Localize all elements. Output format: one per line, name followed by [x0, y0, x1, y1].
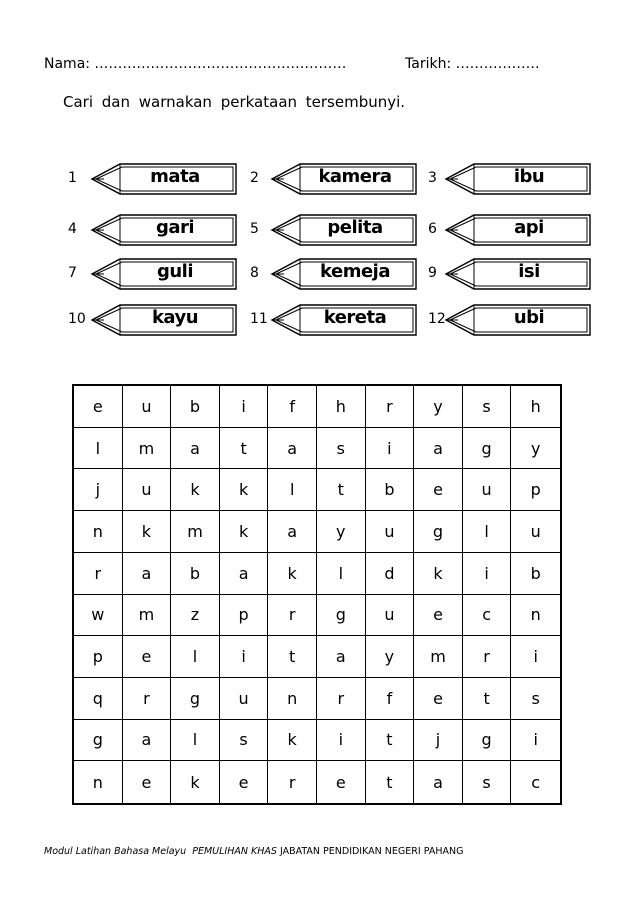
- grid-cell[interactable]: k: [268, 553, 317, 595]
- word-pencil-tag: [270, 162, 420, 196]
- grid-cell[interactable]: d: [366, 553, 415, 595]
- grid-cell[interactable]: i: [220, 636, 269, 678]
- grid-cell[interactable]: s: [317, 428, 366, 470]
- grid-cell[interactable]: k: [171, 469, 220, 511]
- grid-cell[interactable]: f: [366, 678, 415, 720]
- grid-cell[interactable]: l: [268, 469, 317, 511]
- grid-cell[interactable]: b: [171, 386, 220, 428]
- grid-cell[interactable]: s: [463, 761, 512, 803]
- word-number: 6: [428, 221, 437, 237]
- hidden-word-label: guli: [156, 261, 194, 282]
- grid-cell[interactable]: t: [366, 720, 415, 762]
- grid-cell[interactable]: a: [317, 636, 366, 678]
- grid-cell[interactable]: e: [74, 386, 123, 428]
- grid-cell[interactable]: i: [220, 386, 269, 428]
- grid-cell[interactable]: i: [511, 636, 560, 678]
- grid-cell[interactable]: m: [123, 428, 172, 470]
- grid-cell[interactable]: b: [511, 553, 560, 595]
- grid-cell[interactable]: g: [414, 511, 463, 553]
- grid-cell[interactable]: c: [531, 772, 541, 792]
- grid-cell[interactable]: j: [414, 720, 463, 762]
- grid-cell[interactable]: g: [74, 720, 123, 762]
- grid-cell[interactable]: g: [317, 595, 366, 637]
- grid-cell[interactable]: i: [463, 553, 512, 595]
- hidden-word-label: pelita: [327, 217, 383, 238]
- grid-cell[interactable]: t: [317, 469, 366, 511]
- hidden-word-label: ubi: [513, 307, 545, 328]
- word-pencil-tag: [90, 162, 240, 196]
- grid-cell[interactable]: t: [366, 761, 415, 803]
- word-pencil-tag: [444, 303, 594, 337]
- grid-cell[interactable]: b: [171, 553, 220, 595]
- grid-cell[interactable]: w: [74, 595, 123, 637]
- grid-cell[interactable]: n: [74, 511, 123, 553]
- grid-cell[interactable]: y: [366, 636, 415, 678]
- grid-cell[interactable]: n: [268, 678, 317, 720]
- grid-cell[interactable]: e: [414, 469, 463, 511]
- grid-cell[interactable]: h: [511, 386, 560, 428]
- grid-cell[interactable]: a: [414, 761, 463, 803]
- grid-cell[interactable]: i: [366, 428, 415, 470]
- word-number: 1: [68, 170, 77, 186]
- grid-cell[interactable]: c: [463, 595, 512, 637]
- word-pencil-tag: [270, 257, 420, 291]
- grid-cell[interactable]: p: [220, 595, 269, 637]
- grid-cell[interactable]: i: [511, 720, 560, 762]
- grid-cell[interactable]: l: [171, 636, 220, 678]
- grid-cell[interactable]: u: [123, 386, 172, 428]
- grid-cell[interactable]: u: [511, 511, 560, 553]
- hidden-word-label: kemeja: [320, 261, 390, 282]
- footer-module-text: Modul Latihan Bahasa Melayu: [44, 846, 187, 857]
- word-pencil-tag: [90, 257, 240, 291]
- grid-cell[interactable]: s: [220, 720, 269, 762]
- footer-program-text: PEMULIHAN KHAS: [192, 846, 277, 857]
- word-pencil-tag: [90, 213, 240, 247]
- grid-cell[interactable]: s: [511, 678, 560, 720]
- grid-cell[interactable]: k: [171, 761, 220, 803]
- grid-cell[interactable]: a: [171, 428, 220, 470]
- grid-cell[interactable]: i: [317, 720, 366, 762]
- grid-cell[interactable]: h: [317, 386, 366, 428]
- grid-cell[interactable]: a: [123, 720, 172, 762]
- hidden-word-label: api: [514, 217, 544, 238]
- grid-cell[interactable]: k: [220, 469, 269, 511]
- grid-cell[interactable]: b: [366, 469, 415, 511]
- grid-cell[interactable]: e: [414, 678, 463, 720]
- grid-cell[interactable]: r: [268, 761, 317, 803]
- word-search-grid: [72, 384, 562, 805]
- word-pencil-tag: [270, 213, 420, 247]
- grid-cell[interactable]: a: [268, 428, 317, 470]
- grid-cell[interactable]: p: [511, 469, 560, 511]
- hidden-word-label: ibu: [513, 166, 545, 187]
- grid-cell[interactable]: t: [463, 678, 512, 720]
- grid-cell[interactable]: a: [268, 511, 317, 553]
- word-pencil-tag: [444, 162, 594, 196]
- grid-cell[interactable]: l: [463, 511, 512, 553]
- grid-cell[interactable]: e: [123, 761, 172, 803]
- grid-cell[interactable]: j: [74, 469, 123, 511]
- grid-cell[interactable]: r: [366, 386, 415, 428]
- grid-cell[interactable]: u: [366, 511, 415, 553]
- word-pencil-tag: [444, 213, 594, 247]
- word-number: 8: [250, 265, 259, 281]
- grid-cell[interactable]: n: [74, 761, 123, 803]
- hidden-word-label: gari: [155, 217, 195, 238]
- grid-cell[interactable]: k: [268, 720, 317, 762]
- name-field-label: Nama: ………………………………………………: [44, 56, 347, 72]
- word-pencil-tag: [90, 303, 240, 337]
- word-number: 10: [68, 311, 86, 327]
- word-pencil-tag: [270, 303, 420, 337]
- word-number: 3: [428, 170, 437, 186]
- grid-cell[interactable]: g: [171, 678, 220, 720]
- grid-cell[interactable]: a: [123, 553, 172, 595]
- grid-cell[interactable]: r: [74, 553, 123, 595]
- grid-cell[interactable]: p: [74, 636, 123, 678]
- grid-cell[interactable]: y: [511, 428, 560, 470]
- hidden-word-label: mata: [150, 166, 200, 187]
- word-number: 11: [250, 311, 268, 327]
- grid-cell[interactable]: u: [123, 469, 172, 511]
- footer-department-text: JABATAN PENDIDIKAN NEGERI PAHANG: [279, 846, 464, 857]
- word-number: 2: [250, 170, 259, 186]
- grid-cell[interactable]: r: [123, 678, 172, 720]
- grid-cell[interactable]: u: [220, 678, 269, 720]
- grid-cell[interactable]: z: [171, 595, 220, 637]
- grid-cell[interactable]: l: [171, 720, 220, 762]
- grid-cell[interactable]: f: [268, 386, 317, 428]
- grid-cell[interactable]: e: [123, 636, 172, 678]
- footer: [44, 846, 463, 857]
- hidden-word-label: isi: [518, 261, 540, 282]
- word-pencil-tag: [444, 257, 594, 291]
- grid-cell[interactable]: k: [220, 511, 269, 553]
- word-number: 5: [250, 221, 259, 237]
- word-number: 12: [428, 311, 446, 327]
- word-number: 7: [68, 265, 77, 281]
- grid-cell[interactable]: y: [317, 511, 366, 553]
- word-number: 9: [428, 265, 437, 281]
- grid-cell[interactable]: e: [317, 761, 366, 803]
- word-number: 4: [68, 221, 77, 237]
- grid-cell[interactable]: e: [414, 595, 463, 637]
- hidden-word-label: kayu: [151, 307, 199, 328]
- grid-cell[interactable]: a: [414, 428, 463, 470]
- grid-cell[interactable]: n: [511, 595, 560, 637]
- grid-cell[interactable]: a: [220, 553, 269, 595]
- grid-cell[interactable]: y: [414, 386, 463, 428]
- grid-cell[interactable]: g: [463, 720, 512, 762]
- grid-cell[interactable]: q: [74, 678, 123, 720]
- grid-cell[interactable]: l: [74, 428, 123, 470]
- grid-cell[interactable]: e: [220, 761, 269, 803]
- grid-cell[interactable]: k: [123, 511, 172, 553]
- grid-cell[interactable]: m: [171, 511, 220, 553]
- instruction-text: Cari dan warnakan perkataan tersembunyi.: [63, 93, 406, 111]
- grid-cell[interactable]: g: [463, 428, 512, 470]
- grid-cell[interactable]: r: [268, 595, 317, 637]
- grid-cell[interactable]: u: [366, 595, 415, 637]
- grid-cell[interactable]: t: [268, 636, 317, 678]
- hidden-word-label: kamera: [318, 166, 392, 187]
- grid-cell[interactable]: r: [317, 678, 366, 720]
- grid-cell[interactable]: t: [220, 428, 269, 470]
- hidden-word-label: kereta: [323, 307, 387, 328]
- grid-cell[interactable]: r: [463, 636, 512, 678]
- grid-cell[interactable]: m: [414, 636, 463, 678]
- grid-cell[interactable]: m: [123, 595, 172, 637]
- grid-cell[interactable]: s: [463, 386, 512, 428]
- grid-cell[interactable]: l: [317, 553, 366, 595]
- grid-cell[interactable]: k: [414, 553, 463, 595]
- grid-cell[interactable]: u: [463, 469, 512, 511]
- date-field-label: Tarikh: ………………: [405, 56, 540, 72]
